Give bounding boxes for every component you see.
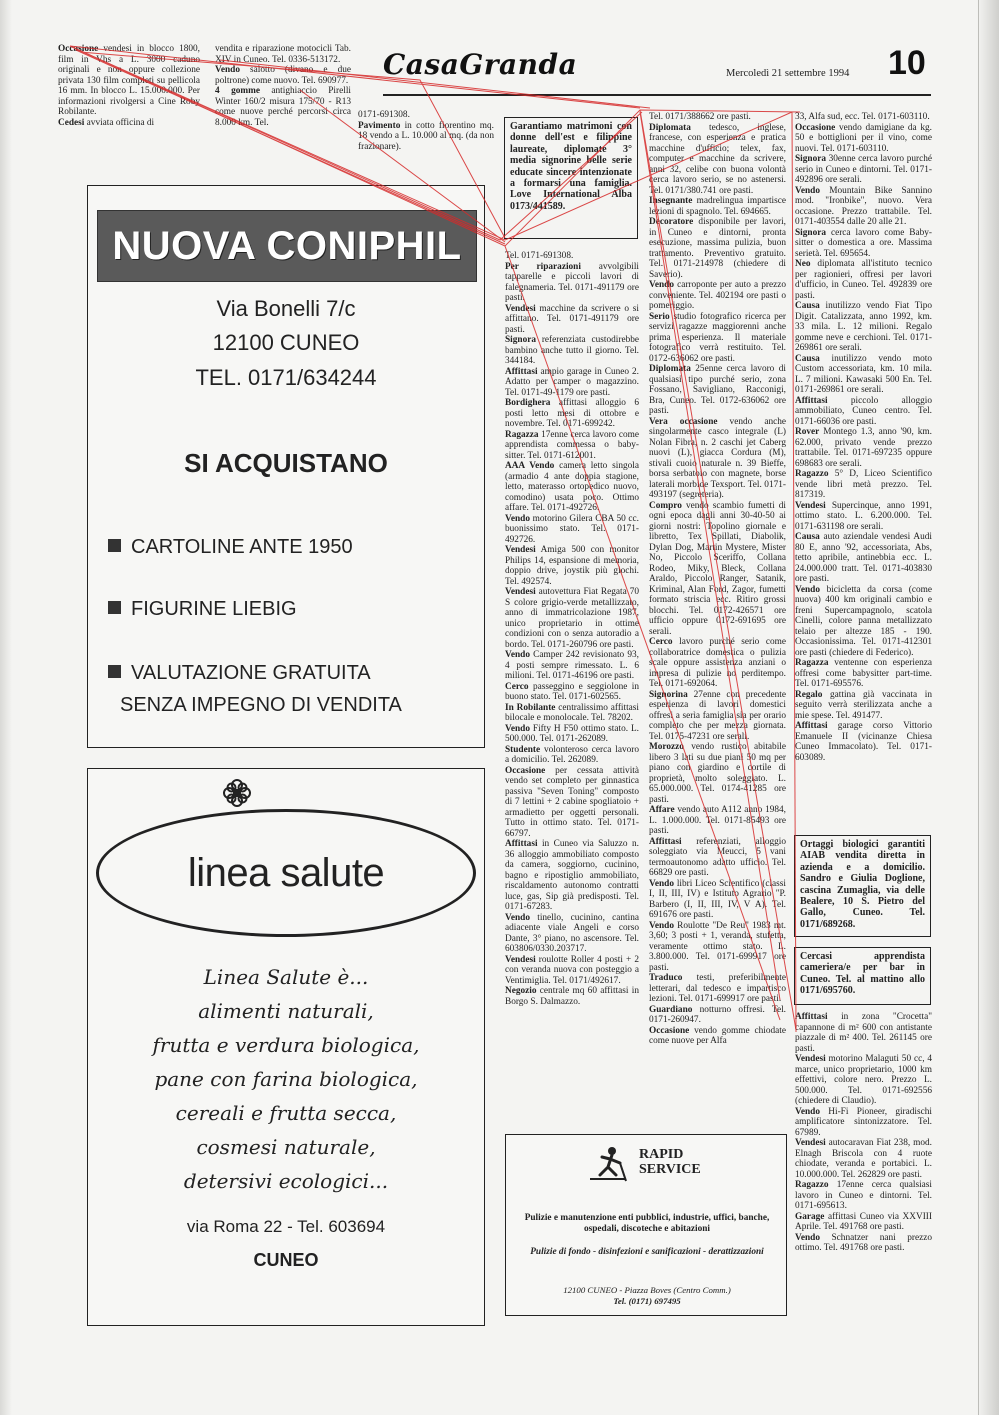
classified-ad-text: 0171-691308.	[358, 110, 410, 120]
classified-ad-lead: Vendo	[505, 513, 530, 524]
classified-ad-text: inutilizzo vendo Fiat Tipo Digit. Catalizzata, anno 1992, km. 33 mila. L. 12 milioni. Regalo gomme neve e cerchioni. Tel. 0171-269861 ore serali.	[795, 301, 932, 353]
header-rule	[383, 94, 931, 96]
classified-ad	[505, 461, 639, 514]
classified-ad-lead: Vendesi	[505, 954, 536, 965]
classified-ad-lead: Traduco	[649, 973, 683, 983]
classified-ad	[795, 1212, 932, 1233]
classified-ad-lead: Bordighera	[505, 398, 551, 408]
classified-ad-text: 30enne cerca lavoro purché serio in Cuneo e dintorni. Tel. 0171-492896 ore serali.	[795, 154, 932, 185]
classified-ad-text: Camper 242 revisionato 93, 4 posti sempre rimessato. L. 6 milioni. Tel. 0171-46196 ore pasti.	[505, 650, 639, 681]
classified-ad	[795, 427, 932, 469]
classified-ad	[505, 986, 639, 1007]
classified-ad-lead: Ragazza	[795, 658, 829, 668]
salute-line: detersivi ecologici...	[183, 1169, 389, 1193]
classified-ad-lead: Occasione	[505, 765, 546, 776]
classified-ad	[505, 587, 639, 650]
classified-ad	[649, 805, 786, 837]
classified-ad-lead: 4 gomme	[215, 86, 260, 96]
classified-ad-text: per cessata attività vendo set completo per ginnastica passiva "Seven Toning" composto di 7 lettini + 2 cabine spogliatoio + armadietto per oggetti personali. Tutto in ottimo stato. Tel. 0171-66797.	[505, 765, 639, 839]
classified-ad-text: vendo anche singolarmente casco integrale (L) Nolan Fibra, n. 2 caschi jet Caberg nuovi (L), giacca Cordura (M), stivali cuoio naturale n. 39 Bieffe, borsa serbatoio con magnete, borse laterali morbide Texsport. Tel. 0171-493197 (segreteria).	[649, 416, 786, 500]
classified-ad-lead: Cerco	[505, 681, 529, 692]
classified-ad	[649, 123, 786, 197]
classified-ad-lead: Vendo	[649, 280, 674, 290]
coniphil-item-label: CARTOLINE ANTE 1950	[131, 536, 353, 558]
page-right-edge	[977, 0, 999, 1415]
classified-ad-text: ampio garage in Cuneo 2. Adatto per camper o magazzino. Tel. 0171-49-1179 ore pasti.	[505, 366, 639, 398]
classified-ad-lead: Causa	[795, 301, 820, 311]
classified-ad	[505, 703, 639, 724]
classified-ad-text: tinello, cucinino, cantina adiacente viale Angeli e corso Dante, 3° piano, no ascensore. Tel. 603806/0330.203717.	[505, 912, 639, 954]
classified-ad	[505, 335, 639, 367]
salute-address: via Roma 22 - Tel. 603694	[186, 1217, 386, 1236]
classified-ad	[795, 228, 932, 260]
classified-ad-lead: Vendo	[795, 1106, 820, 1117]
coniphil-city: 12100 CUNEO	[212, 330, 360, 355]
classified-ad-text: Montego 1.3, anno '90, km. 62.000, privato vende prezzo trattabile. Tel. 0171-697235 oppure 698683 ore serali.	[795, 427, 932, 469]
classified-ad	[795, 112, 932, 123]
coniphil-item-label: VALUTAZIONE GRATUITA	[131, 662, 371, 684]
classified-ad	[795, 658, 932, 690]
classified-ad-lead: Vendesi	[795, 1138, 826, 1148]
linea-salute-logo-text: linea salute	[187, 850, 385, 895]
classified-ad	[505, 367, 639, 399]
classified-ad-text: lavoro purché serio come collaboratrice domestica o pulizia scale oppure assistenza anziani o impresa di pulizie no perditempo. Tel. 0171-692064.	[649, 637, 786, 689]
classified-ad-lead: Signora	[795, 154, 826, 164]
classified-ad	[505, 745, 639, 766]
classified-ad	[795, 721, 932, 763]
classified-ad-text: centrale mq 60 affittasi in Borgo S. Dalmazzo.	[505, 986, 639, 1007]
classified-ad-lead: Regalo	[795, 689, 823, 700]
classified-ad	[505, 913, 639, 955]
classified-ad-text: testi, preferibilmente letterari, dal tedesco e impartisco lezioni. Tel. 0171-699917 ore pasti.	[649, 973, 786, 1004]
square-bullet-icon	[108, 665, 121, 678]
classified-ad	[505, 682, 639, 703]
classified-ad	[649, 973, 786, 1005]
classified-ad	[505, 262, 639, 304]
classified-ad-lead: Signora	[505, 335, 536, 345]
classified-ad-lead: Causa	[795, 353, 820, 364]
coniphil-banner	[97, 210, 477, 282]
classified-ad	[649, 196, 786, 217]
classified-ad-text: motorino Malaguti 50 cc, 4 marce, unico proprietario, 1000 km effettivi, colore nero. Prezzo L. 500.000. Tel. 0171-692556 (chiedere di Claudio).	[795, 1054, 932, 1106]
classified-ad	[795, 123, 932, 155]
classified-ad-lead: Affittasi	[505, 839, 538, 849]
classified-ad	[795, 1138, 932, 1180]
classified-ad-lead: Morozzo	[649, 742, 684, 752]
masthead-title: CasaGranda	[383, 48, 578, 81]
rapid-name-line: SERVICE	[639, 1162, 701, 1177]
classified-ad	[649, 1005, 786, 1026]
classified-ad-text: vendo rustico abitabile libero 3 lati su due piani 50 mq per piano con giardino e cortile di proprietà, molto soleggiato. L. 65.000.000. Tel. 0174-41285 ore pasti.	[649, 742, 786, 805]
classified-ad-lead: Vendesi	[795, 500, 826, 511]
rapid-service-advert	[505, 1134, 787, 1316]
classified-ad	[649, 921, 786, 974]
classified-ad	[795, 396, 932, 428]
classified-ad-lead: Affare	[649, 805, 675, 815]
classified-ad-lead: Vendo	[505, 912, 530, 923]
classified-ad	[505, 839, 639, 913]
classified-ad-text: notturno offresi. Tel. 0171-260947.	[649, 1004, 786, 1025]
classifieds-column-a	[505, 251, 639, 1121]
classified-ad-text: roulotte Roller 4 posti + 2 con veranda nuova con posteggio a Ventimiglia. Tel. 0171/492617.	[505, 954, 639, 986]
coniphil-item	[108, 598, 297, 621]
rapid-service-address	[514, 1285, 780, 1306]
classified-ad-lead: Neo	[795, 259, 811, 269]
classified-ad-text: bicicletta da corsa (come nuova) 400 km originali cambio e freni Supercampagnolo, scatola Cinelli, colore panna metallizzato telaio per altezze 185 - 190. Occasionissima. Tel. 0171-412301 ore pasti (chiedere di Federico).	[795, 584, 932, 658]
classified-ad	[215, 86, 351, 128]
classified-ad-lead: Negozio	[505, 986, 537, 996]
classified-ad-lead: Ragazza	[505, 429, 539, 440]
salute-line: cosmesi naturale,	[196, 1135, 376, 1159]
classified-ad-text: volonteroso cerca lavoro a domicilio. Tel. 262089.	[505, 744, 639, 765]
classified-ad-lead: Vendesi	[795, 1054, 826, 1064]
classified-ad-lead: Diplomata	[649, 122, 691, 133]
classified-ad-text: in Cuneo via Saluzzo n. 36 alloggio ammobiliato composto da camera, soggiorno, cucinino, bagno e ripostiglio ammobiliato, riscaldamento autonomo contratti luce, gas, Sip già predisposti. Tel. 0171-67283.	[505, 839, 639, 912]
classifieds-column-c	[795, 112, 932, 832]
classified-ad-text: inutilizzo vendo moto Custom accessoriata, km. 10 mila. L. 7 milioni. Kawasaki 500 En. Tel. 0171-269861 ore serali.	[795, 353, 932, 395]
classified-ad-text: Amiga 500 con monitor Philips 14, espansione di memoria, doppio drive, joystik più giochi. Tel. 492574.	[505, 545, 639, 587]
classified-ad	[649, 501, 786, 638]
classified-ad	[505, 304, 639, 336]
classified-ad-text: libri Liceo Scientifico (classi I, II, III, IV) e Istituto Agrario "P. Barbero (I, II, III, IV, V A). Tel. 691676 ore pasti.	[649, 878, 786, 920]
classified-ad	[505, 251, 639, 262]
classified-ad-text: 5° D, Liceo Scientifico vende libri metà prezzo. Tel. 817319.	[795, 469, 932, 500]
classified-ad-lead: Ragazzo	[795, 469, 829, 479]
classified-ad-text: autocaravan Fiat 238, mod. Elnagh Briscola con 4 ruote chiodate, veranda e portabici. L. 10.000.000. Tel. 262829 ore pasti.	[795, 1138, 932, 1180]
classified-ad	[795, 1107, 932, 1139]
classified-ad	[795, 469, 932, 501]
classified-ad-lead: Vendo	[649, 878, 674, 889]
classified-ad	[58, 44, 200, 118]
rapid-name-line: RAPID	[639, 1147, 684, 1162]
classified-ad-text: autovettura Fiat Regata 70 S colore grigio-verde metallizzato, anno di immatricolazione 1987, unico proprietario in ottime condizioni con o senza autoradio a bordo. Tel. 0171-260796 ore pasti.	[505, 587, 639, 650]
classified-ad	[795, 532, 932, 585]
classified-ad-text: Hi-Fi Pioneer, giradischi amplificatore sintonizzatore. Tel. 67989.	[795, 1106, 932, 1138]
classified-ad	[795, 1180, 932, 1212]
classified-ad-text: affittasi alloggio 6 posti letto mesi di ottobre e novembre. Tel. 0171-699242.	[505, 398, 639, 429]
classified-ad	[649, 1026, 786, 1047]
classified-ad-text: referenziata custodirebbe bambino anche tutto il giorno. Tel. 344184.	[505, 335, 639, 366]
classifieds-column-b	[649, 112, 786, 1122]
coniphil-phone: TEL. 0171/634244	[195, 365, 377, 390]
classified-ad-lead: Occasione	[795, 122, 836, 133]
classified-ad-text: 17enne cerca lavoro come apprendista commessa o baby-sitter. Tel. 0171-612001.	[505, 429, 639, 461]
classified-ad	[58, 118, 200, 129]
classified-ad	[649, 417, 786, 501]
classified-ad-lead: Diplomata	[649, 364, 691, 374]
classified-ad	[649, 742, 786, 805]
coniphil-advert	[87, 185, 485, 748]
classified-ad-lead: Affittasi	[505, 366, 538, 377]
classified-ad-text: in cotto fiorentino mq. 18 vendo a L. 10.000 al mq. (da non frazionare).	[358, 120, 494, 152]
classified-ad-text: Supercinque, anno 1991, ottimo stato. L. 6.200.000. Tel. 0171-631198 ore serali.	[795, 500, 932, 532]
salute-line: Linea Salute è...	[203, 965, 369, 989]
rapid-address-line: 12100 CUNEO - Piazza Boves (Centro Comm.)	[563, 1285, 731, 1295]
coniphil-headline: SI ACQUISTANO	[184, 448, 388, 478]
classified-ad-text: vendesi in blocco 1800, film in Vhs a L. 3000 caduno originali e non oppure collezione privata 130 film completi su pellicola 16 mm. In blocco L. 15.000.000. Per informazioni rivolgersi a Cine Roby Robilante.	[58, 44, 200, 117]
salute-line: frutta e verdura biologica,	[152, 1033, 420, 1057]
classified-ad	[649, 837, 786, 879]
classified-ad-text: Tel. 0171/388662 ore pasti.	[649, 112, 751, 122]
classified-ad-lead: Vendo	[215, 65, 240, 75]
classified-ad	[649, 690, 786, 743]
classified-ad-lead: Affittasi	[795, 1012, 828, 1022]
classified-ad-text: motorino Gilera CBA 50 cc. buonissimo stato. Tel. 0171-492726.	[505, 513, 639, 545]
classified-ad-text: Schnatzer nani prezzo ottimo. Tel. 491768 ore pasti.	[795, 1232, 932, 1253]
classified-ad	[505, 430, 639, 462]
rapid-service-description-2: Pulizie di fondo - disinfezioni e sanificazioni - derattizzazioni	[530, 1247, 764, 1257]
classified-ad-text: Mountain Bike Sannino mod. "Ironbike", nuovo. Vera occasione. Prezzo trattabile. Tel. 0171-403554 dalle 20 alle 21.	[795, 185, 932, 227]
classified-ad-text: antighiaccio Pirelli Winter 160/2 misura 175/70 - R13 come nuove perché percorsi circa 8.000 km. Tel.	[215, 86, 351, 128]
classified-ad-text: vendita e riparazione motocicli Tab. XIV in Cuneo. Tel. 0336-513172.	[215, 44, 351, 65]
coniphil-address: Via Bonelli 7/c	[216, 296, 356, 321]
classified-ad-text: referenziati, alloggio soleggiato via Meucci, 5 vani termoautonomo adatto ufficio. Tel. 66829 ore pasti.	[649, 836, 786, 878]
classified-ad-lead: Vendesi	[505, 587, 536, 597]
classified-ad-lead: Pavimento	[358, 120, 401, 131]
classified-ad-text: piccolo alloggio ammobiliato, Cuneo centro. Tel. 0171-66036 ore pasti.	[795, 395, 932, 427]
classified-ad-lead: Vendesi	[505, 545, 536, 555]
classified-ad-text: in zona "Crocetta" capannone di m² 600 con antistante piazzale di m² 400. Tel. 261145 ore pasti.	[795, 1012, 932, 1054]
classified-ad-lead: Vendesi	[505, 303, 536, 314]
rapid-phone-line: Tel. (0171) 697495	[613, 1295, 681, 1306]
classified-ad-lead: Affittasi	[795, 395, 828, 406]
classified-ad-text: gattina già vaccinata in seguito verrà sterilizzata anche a mie spese. Tel. 491477.	[795, 689, 932, 721]
classified-ad-lead: Rover	[795, 427, 820, 437]
salute-city: CUNEO	[253, 1250, 319, 1270]
page-number: 10	[888, 44, 926, 82]
classified-ad-lead: AAA Vendo	[505, 461, 555, 471]
classified-ad-text: 25enne cerca lavoro di qualsiasi tipo purché serio, zona Fossano, Savigliano, Racconigi, Bra, Cuneo. Tel. 0172-636062 ore pasti.	[649, 364, 786, 416]
classified-ad-lead: Vendo	[505, 723, 530, 734]
classified-ad	[505, 955, 639, 987]
coniphil-item-sub: SENZA IMPEGNO DI VENDITA	[120, 694, 402, 716]
top-left-column-1	[58, 44, 200, 154]
classified-ad-text: cerca lavoro come Baby-sitter o domestica a ore. Massima serietà. Tel. 695654.	[795, 227, 932, 259]
classified-ad	[358, 110, 494, 121]
classified-ad-text: macchine da scrivere o si affittano. Tel. 0171-491179 ore pasti.	[505, 303, 639, 335]
flower-icon	[221, 777, 253, 809]
classified-ad	[795, 301, 932, 354]
classified-ad	[505, 766, 639, 840]
classified-ad	[505, 398, 639, 430]
classified-ad-lead: Studente	[505, 744, 541, 755]
classified-ad	[505, 545, 639, 587]
classified-ad-text: vendo gomme chiodate come nuove per Alfa	[649, 1025, 786, 1046]
classified-ad	[505, 650, 639, 682]
classified-ad	[795, 186, 932, 228]
classified-ad	[215, 44, 351, 65]
coniphil-item-label: FIGURINE LIEBIG	[131, 598, 297, 620]
classified-ad-lead: Causa	[795, 532, 820, 542]
classified-ad-lead: Per riparazioni	[505, 261, 581, 272]
classified-ad-text: 17enne cerca qualsiasi lavoro in Cuneo e dintorni. Tel. 0171-695613.	[795, 1180, 932, 1211]
classified-ad-text: ventenne con esperienza offresi come babysitter part-time. Tel. 0171-695576.	[795, 658, 932, 689]
classified-ad-text: garage corso Vittorio Emanuele II (vicinanze Chiesa Cuneo Immacolato). Tel. 0171-603089.	[795, 721, 932, 763]
classified-ad-text: centralissimo affittasi bilocale e monolocale. Tel. 78202.	[505, 702, 639, 723]
top-left-column-3	[358, 110, 494, 156]
classified-ad-lead: Signora	[795, 227, 826, 238]
classified-ad-text: avvolgibili tapparelle e piccoli lavori di falegnameria. Tel. 0171-491179 ore pasti.	[505, 261, 639, 303]
classified-ad-text: 27enne con precedente esperienza di lavori domestici offresi a serìa famiglia sia per orario completo che per mezza giornata. Tel. 0175-47231 ore serali.	[649, 689, 786, 742]
classified-ad-text: carroponte per auto a prezzo conveniente. Tel. 402194 ore pasti o pomeriggio.	[649, 280, 786, 311]
classified-ad	[358, 121, 494, 153]
cercasi-advert: Cercasi apprendista cameriera/e per bar in Cuneo. Tel. al mattino allo 0171/695760.	[794, 947, 931, 1005]
classified-ad-lead: Vera occasione	[649, 416, 718, 427]
square-bullet-icon	[108, 539, 121, 552]
classified-ad-lead: Ragazzo	[795, 1180, 829, 1190]
salute-line: pane con farina biologica,	[154, 1067, 418, 1091]
coniphil-item	[108, 536, 353, 559]
classified-ad-text: camera letto singola (armadio 4 ante doppia stagione, letto, materasso ortopedico nuovo, comodino) usata poco. Ottimo affare. Tel. 0171-492726.	[505, 461, 639, 513]
page-fold-line	[978, 0, 979, 1415]
salute-line: alimenti naturali,	[198, 999, 374, 1023]
classified-ad	[795, 1233, 932, 1254]
classified-ad-lead: Occasione	[58, 44, 99, 54]
classified-ad	[505, 724, 639, 745]
ortaggi-advert: Ortaggi biologici garantiti AIAB vendita diretta in azienda e a domicilio. Sandro e Giulia Doglione, cascina Zumaglia, via delle Bealere, 10 S. Pietro del Gallo, Cuneo. Tel. 0171/689268.	[794, 835, 931, 937]
classified-ad-text: tedesco, inglese, francese, con esperienza e pratica macchine d'ufficio; telex, fax, computer e macchine da scrivere, anni 32, celibe con buona volontà cerca lavoro serio, se no astenersi. Tel. 0171/380.741 ore pasti.	[649, 122, 786, 196]
classified-ad	[795, 501, 932, 533]
classified-ad-lead: Affittasi	[795, 721, 828, 731]
top-left-column-2	[215, 44, 351, 154]
classified-ad-lead: Cerco	[649, 637, 673, 647]
classified-ad-text: salotto (divano e due poltrone) come nuovo. Tel. 690977.	[215, 65, 351, 86]
classified-ad-text: avviata officina di	[84, 117, 155, 128]
square-bullet-icon	[108, 601, 121, 614]
page-left-edge	[0, 0, 12, 1415]
classified-ad-lead: Vendo	[795, 584, 820, 595]
classified-ad	[649, 217, 786, 280]
classified-ad-lead: Compro	[649, 500, 682, 511]
classified-ad-text: disponibile per lavori, in Cuneo e dintorni, pronta esecuzione, massima pulizia, buon trattamento. Preventivo gratuito. Tel. 0171-214978 (chiedere di Saverio).	[649, 217, 786, 280]
classifieds-column-c-bottom	[795, 1012, 932, 1312]
classified-ad-lead: Vendo	[795, 185, 820, 196]
issue-date: Mercoledì 21 settembre 1994	[726, 68, 850, 79]
salute-line: cereali e frutta secca,	[175, 1101, 397, 1125]
classified-ad	[649, 112, 786, 123]
classified-ad-lead: Signorina	[649, 689, 688, 700]
classified-ad-lead: Insegnante	[649, 196, 693, 206]
classified-ad	[649, 879, 786, 921]
coniphil-item	[108, 662, 371, 685]
classified-ad-text: passeggino e seggiolone in buono stato. Tel. 0171-602565.	[505, 681, 639, 702]
classified-ad	[795, 259, 932, 301]
rapid-service-description: Pulizie e manutenzione enti pubblici, industrie, uffici, banche, ospedali, discoteche e abitazioni	[524, 1213, 770, 1234]
classified-ad-text: diplomata all'istituto tecnico per ragionieri, offresi per lavori d'ufficio, in Cuneo. Tel. 492839 ore pasti.	[795, 259, 932, 301]
classified-ad-text: studio fotografico ricerca per servizi ragazze maggiorenni anche prima esperienza. Il materiale fotografico verrà restituito. Tel. 0172-636062 ore pasti.	[649, 311, 786, 364]
classified-ad-lead: Affittasi	[649, 836, 682, 847]
classified-ad-text: affittasi Cuneo via XXVIII Aprile. Tel. 491768 ore pasti.	[795, 1211, 932, 1232]
rapid-service-name	[639, 1147, 701, 1177]
classified-ad-text: vendo scambio fumetti di ogni epoca dagli anni 30-40-50 ai giorni nostri: Topolino giornale e libretto, Tex Spillati, Diabolik, Dylan Dog, Martin Mystere, Mister No, Piccolo Sceriffo, Collana Rodeo, Miky, Bleck, Collana Araldo, Piccolo Ranger, Satanik, Kriminal, Alan Ford, Zagor, fumetti formato striscia ecc. Ritiro grossi blocchi. Tel. 0172-426571 ore ufficio oppure 0172-691695 ore serali.	[649, 500, 786, 637]
classified-ad	[795, 154, 932, 186]
classified-ad	[795, 585, 932, 659]
classified-ad-lead: In Robilante	[505, 702, 556, 713]
classified-ad-lead: Guardiano	[649, 1004, 693, 1015]
classified-ad-lead: Vendo	[795, 1232, 820, 1243]
coniphil-name: NUOVA CONIPHIL	[112, 223, 462, 268]
classified-ad-lead: Vendo	[505, 650, 530, 660]
classified-ad-text: Tel. 0171-691308.	[505, 251, 574, 261]
classified-ad	[795, 1054, 932, 1107]
classified-ad-lead: Serio	[649, 311, 670, 322]
classified-ad	[505, 514, 639, 546]
classified-ad-text: Roulotte "De Reu" 1983 mt. 3,60; 3 posti + 1, veranda, stufetta, veramente ottimo stato. L. 3.800.000. Tel. 0171-699917 ore pasti.	[649, 920, 786, 973]
classified-ad-text: vendo damigiane da kg. 50 e bottiglioni per il vino, come nuovi. Tel. 0171-603110.	[795, 122, 932, 154]
classified-ad-text: Fifty H F50 ottimo stato. L. 500.000. Tel. 0171-262089.	[505, 723, 639, 744]
classified-ad-lead: Occasione	[649, 1025, 690, 1036]
classified-ad-lead: Garage	[795, 1211, 825, 1222]
classified-ad-text: auto aziendale vendesi Audi 80 E, anno '92, accessoriata, Abs, tetto apribile, antinebbia ecc. L. 24.000.000 tratt. Tel. 0171-403830 ore pasti.	[795, 532, 932, 584]
linea-salute-advert	[87, 768, 485, 1326]
classified-ad	[795, 690, 932, 722]
classified-ad-lead: Vendo	[649, 920, 674, 931]
linea-salute-logo	[96, 809, 476, 937]
cleaner-figure-icon	[586, 1145, 632, 1185]
classified-ad	[215, 65, 351, 86]
classified-ad-lead: Decoratore	[649, 217, 694, 227]
classified-ad	[649, 364, 786, 417]
classified-ad-text: vendo auto A112 anno 1984, L. 1.000.000. Tel. 0171-85493 ore pasti.	[649, 805, 786, 836]
classified-ad	[795, 1012, 932, 1054]
classified-ad-text: 33, Alfa sud, ecc. Tel. 0171-603110.	[795, 112, 930, 122]
classified-ad-lead: Cedesi	[58, 117, 85, 128]
classified-ad	[649, 280, 786, 312]
classified-ad	[795, 354, 932, 396]
garantiamo-advert: Garantiamo matrimoni con donne dell'est e filippine laureate, diplomate 3° media signorine belle serie educate sincere intenzionate a formarsi una famiglia. Love International Alba 0173/441589.	[504, 117, 638, 239]
classified-ad	[649, 312, 786, 365]
classified-ad-text: madrelingua impartisce lezioni di spagnolo. Tel. 694665.	[649, 196, 786, 217]
classified-ad	[649, 637, 786, 690]
